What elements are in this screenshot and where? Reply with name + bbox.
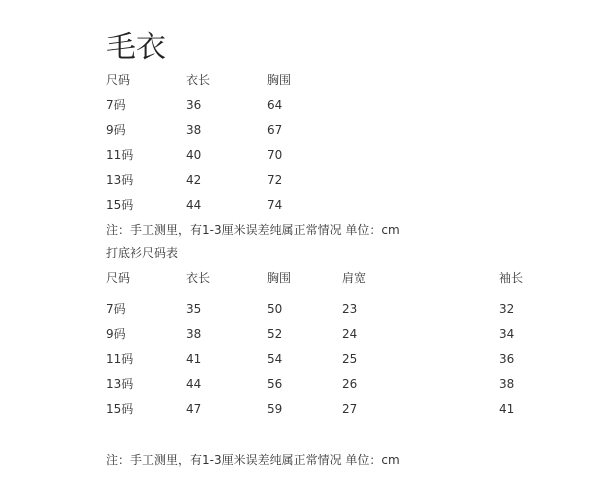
column-header: 尺码: [106, 73, 131, 87]
table-cell: 36: [499, 352, 515, 366]
table-cell: 41: [186, 352, 202, 366]
table-cell: 47: [186, 402, 202, 416]
table-cell: 15码: [106, 198, 134, 212]
page-title: 毛衣: [106, 30, 166, 65]
table-cell: 42: [186, 173, 202, 187]
table-cell: 13码: [106, 173, 134, 187]
column-header: 衣长: [186, 271, 211, 285]
table-cell: 25: [342, 352, 358, 366]
table-cell: 7码: [106, 98, 126, 112]
table-cell: 32: [499, 302, 515, 316]
table-cell: 50: [267, 302, 283, 316]
table-cell: 11码: [106, 148, 134, 162]
table-cell: 72: [267, 173, 283, 187]
table-cell: 38: [499, 377, 515, 391]
table-cell: 9码: [106, 123, 126, 137]
base-shirt-note: 注：手工测里，有1-3厘米误差纯属正常情况 单位：cm: [106, 453, 400, 467]
table-cell: 7码: [106, 302, 126, 316]
column-header: 胸围: [267, 271, 292, 285]
table-cell: 24: [342, 327, 358, 341]
sweater-note: 注：手工测里，有1-3厘米误差纯属正常情况 单位：cm: [106, 223, 400, 237]
table-cell: 9码: [106, 327, 126, 341]
table-cell: 35: [186, 302, 202, 316]
table-cell: 40: [186, 148, 202, 162]
column-header: 袖长: [499, 271, 524, 285]
table-cell: 64: [267, 98, 283, 112]
base-shirt-table-title: 打底衫尺码表: [106, 246, 179, 260]
column-header: 肩宽: [342, 271, 367, 285]
table-cell: 23: [342, 302, 358, 316]
table-cell: 36: [186, 98, 202, 112]
table-cell: 74: [267, 198, 283, 212]
column-header: 尺码: [106, 271, 131, 285]
table-cell: 70: [267, 148, 283, 162]
table-cell: 44: [186, 377, 202, 391]
table-cell: 13码: [106, 377, 134, 391]
table-cell: 11码: [106, 352, 134, 366]
table-cell: 67: [267, 123, 283, 137]
table-cell: 27: [342, 402, 358, 416]
table-cell: 56: [267, 377, 283, 391]
table-cell: 59: [267, 402, 283, 416]
table-cell: 38: [186, 123, 202, 137]
table-cell: 52: [267, 327, 283, 341]
column-header: 衣长: [186, 73, 211, 87]
table-cell: 15码: [106, 402, 134, 416]
table-cell: 54: [267, 352, 283, 366]
table-cell: 41: [499, 402, 515, 416]
column-header: 胸围: [267, 73, 292, 87]
table-cell: 44: [186, 198, 202, 212]
table-cell: 34: [499, 327, 515, 341]
table-cell: 26: [342, 377, 358, 391]
table-cell: 38: [186, 327, 202, 341]
